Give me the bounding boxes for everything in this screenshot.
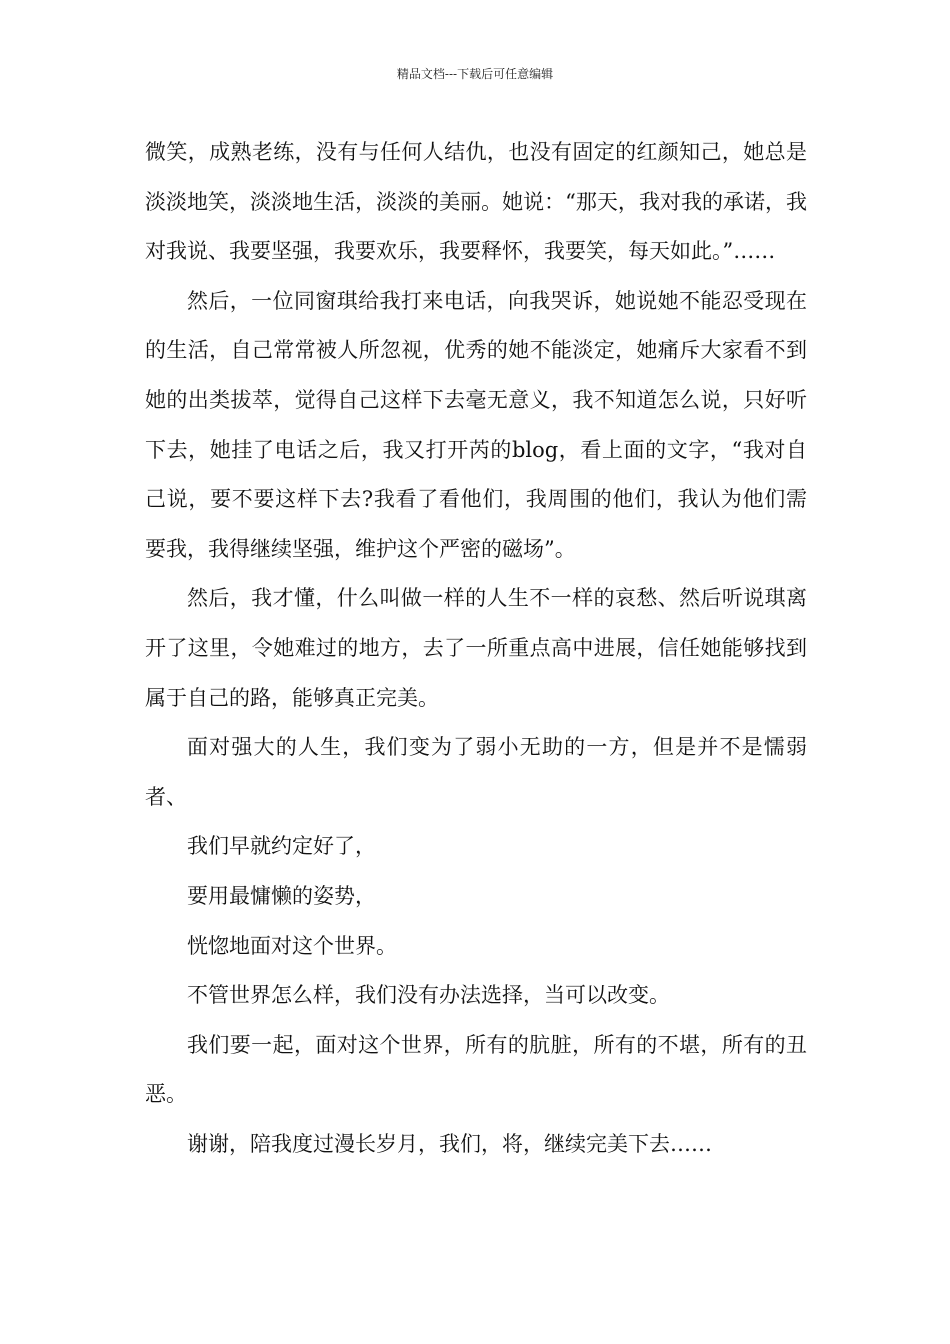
poem-line: 要用最慵懒的姿势， <box>187 883 376 908</box>
page-header: 精品文档---下载后可任意编辑 <box>396 67 554 81</box>
paragraph: 我们要一起，面对这个世界，所有的肮脏，所有的不堪，所有的丑恶。 <box>145 1032 807 1107</box>
paragraph: 面对强大的人生，我们变为了弱小无助的一方，但是并不是懦弱者、 <box>145 735 807 809</box>
paragraph: 不管世界怎么样，我们没有办法选择，当可以改变。 <box>187 983 670 1008</box>
poem-line: 我们早就约定好了， <box>187 834 376 859</box>
paragraph: 谢谢，陪我度过漫长岁月，我们，将，继续完美下去…… <box>187 1131 712 1156</box>
paragraph: 然后，一位同窗琪给我打来电话，向我哭诉，她说她不能忍受现在的生活，自己常常被人所忽视，优秀的她不能淡定，她痛斥大家看不到她的出类拔萃，觉得自己这样下去毫无意义，我不知道怎么说，只好听下去，她挂了电话之后，我又打开芮的blog，看上面的文字，“我对自己说，要不要这样下去?我看了看他们，我周围的他们，我认为他们需要我，我得继续坚强，维护这个严密的磁场”。 <box>145 288 807 561</box>
document-body <box>145 128 807 1169</box>
poem-line: 恍惚地面对这个世界。 <box>187 933 397 958</box>
paragraph: 微笑，成熟老练，没有与任何人结仇，也没有固定的红颜知己，她总是淡淡地笑，淡淡地生活，淡淡的美丽。她说：“那天，我对我的承诺，我对我说、我要坚强，我要欢乐，我要释怀，我要笑，每天如此。”…… <box>145 140 807 264</box>
paragraph: 然后，我才懂，什么叫做一样的人生不一样的哀愁、然后听说琪离开了这里，令她难过的地方，去了一所重点高中进展，信任她能够找到属于自己的路，能够真正完美。 <box>145 586 807 710</box>
